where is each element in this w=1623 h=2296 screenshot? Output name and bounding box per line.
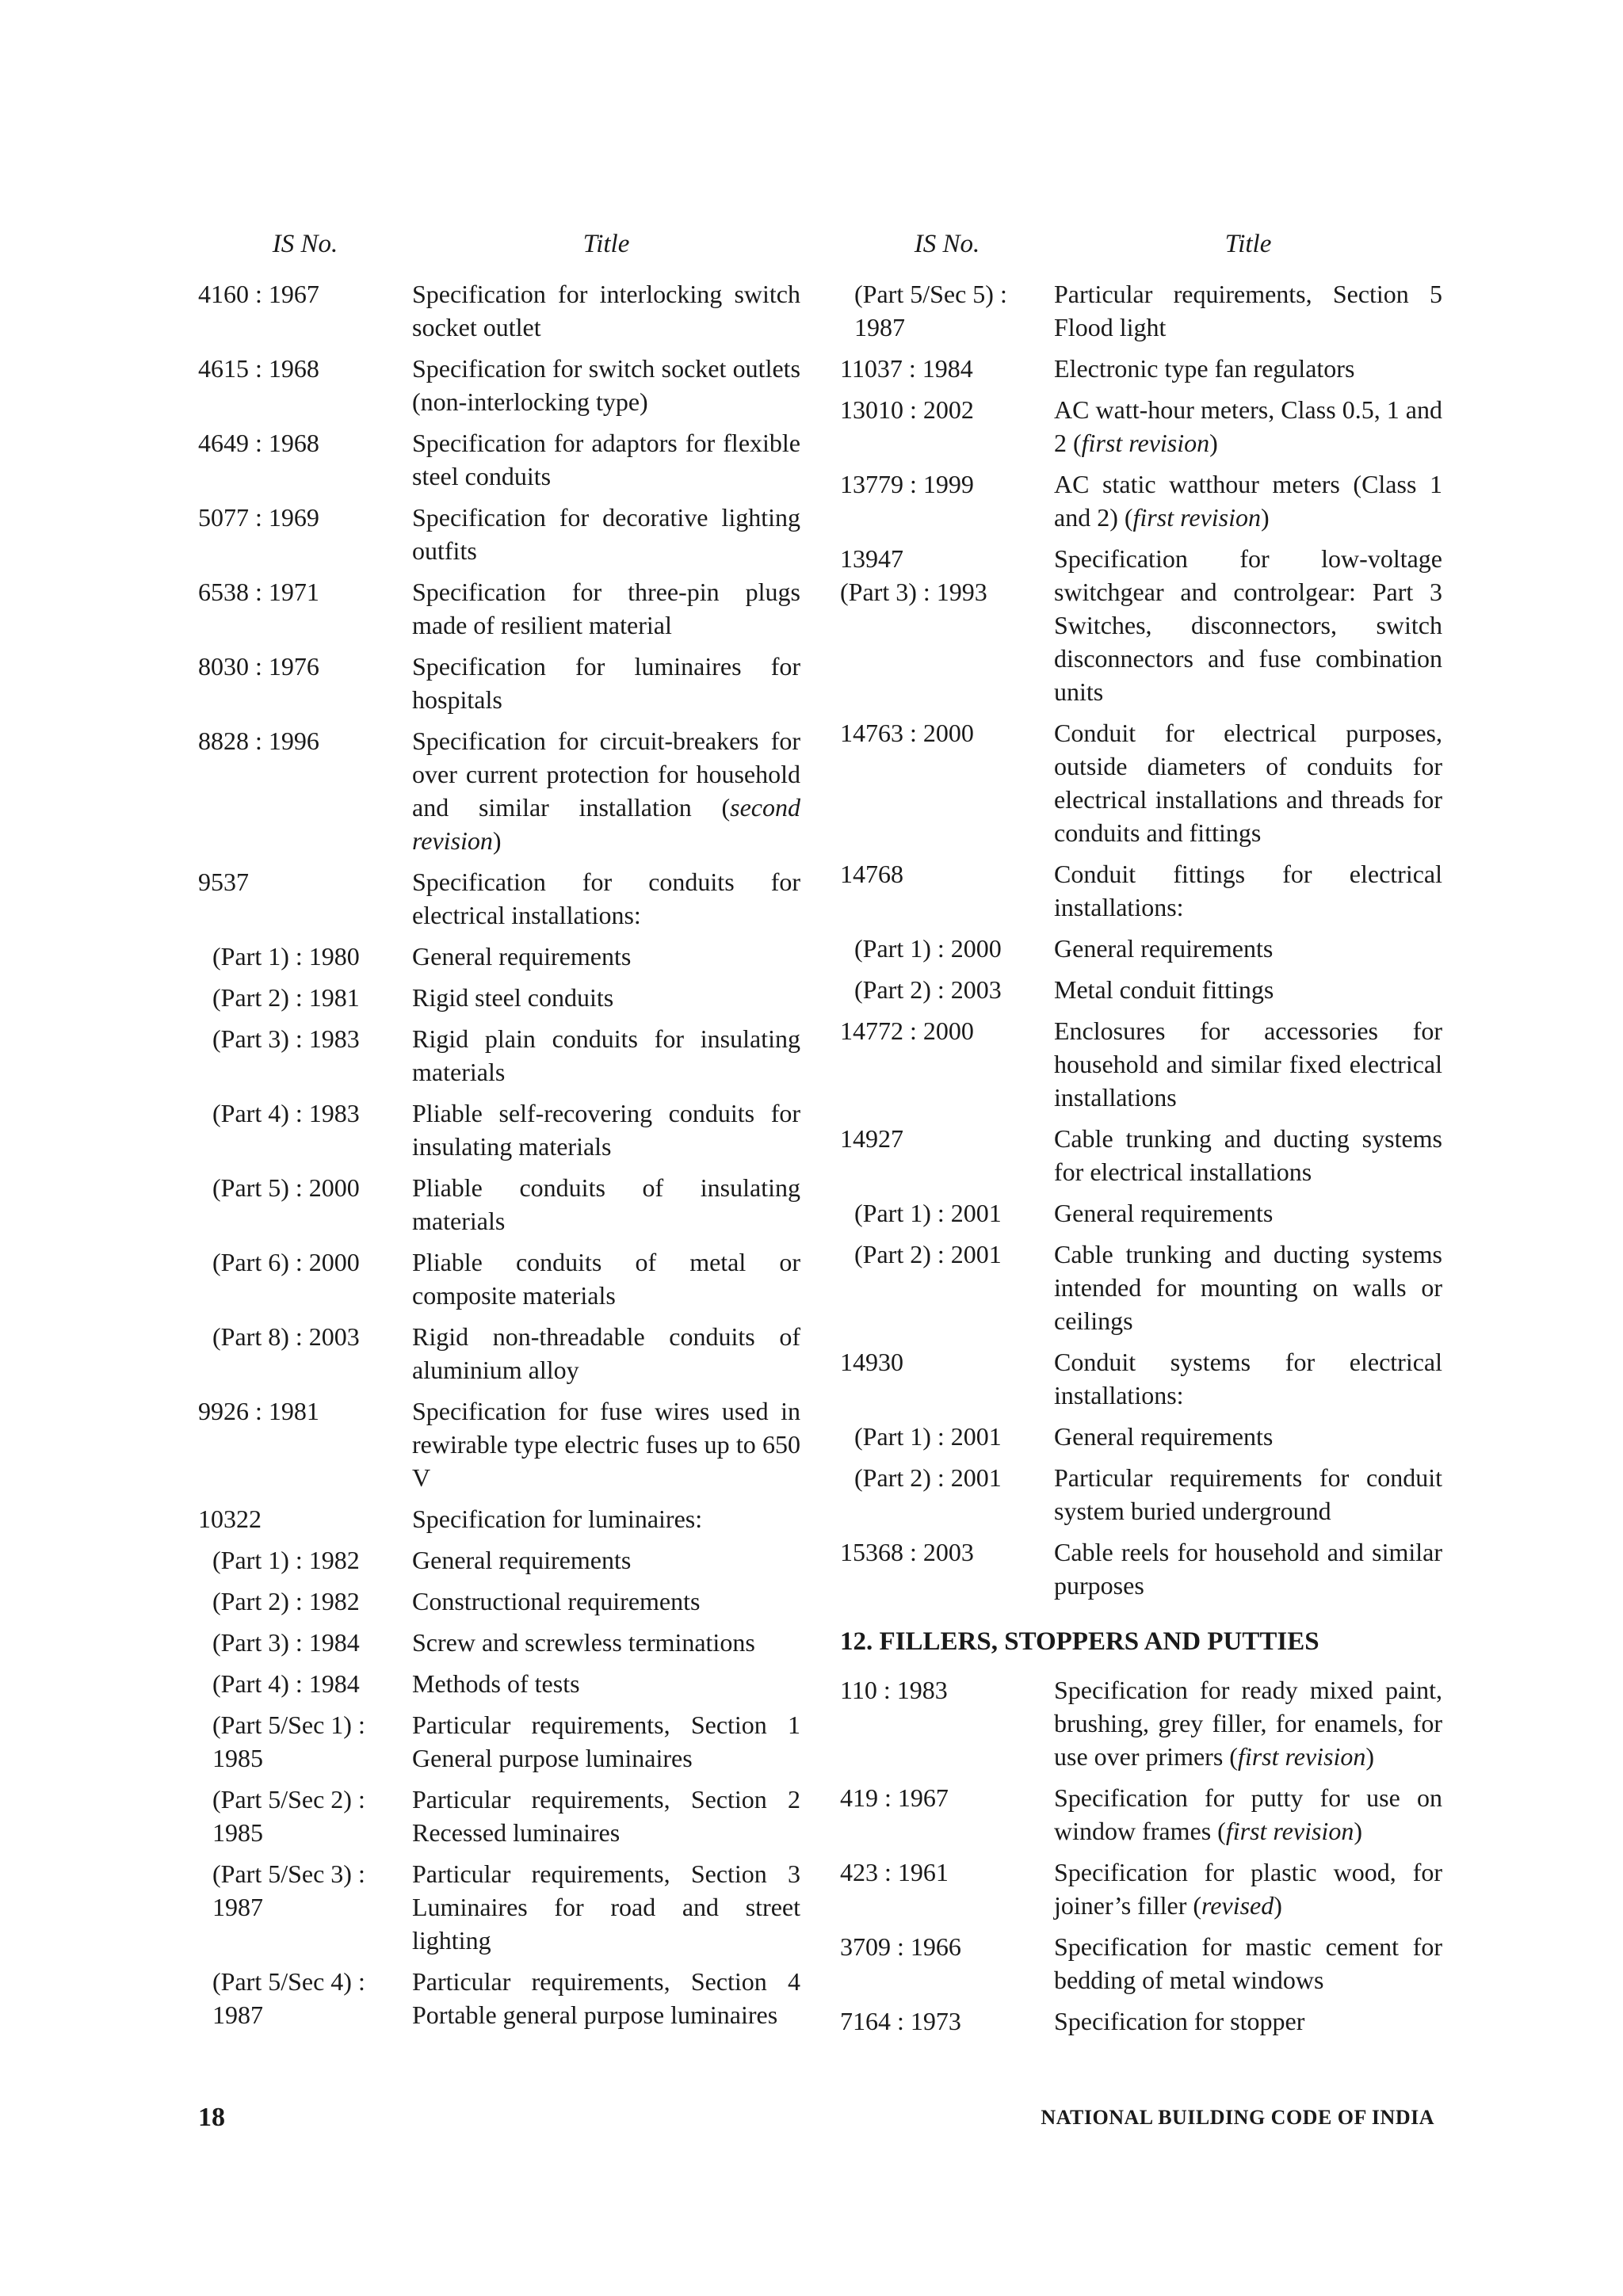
standard-title: [412, 1783, 800, 1849]
is-number: 4615 : 1968: [198, 354, 319, 383]
standard-title: [412, 352, 800, 418]
is-number: (Part 1) : 2000: [854, 934, 1002, 963]
standard-title: [1054, 1122, 1442, 1188]
is-number: (Part 5/Sec 5) : 1987: [854, 280, 1007, 341]
standard-title-text: Constructional requirements: [412, 1587, 701, 1615]
standard-title: Specification for circuit-breakers for over current protection for household and similar installation (second revision): [412, 727, 800, 855]
standard-title: [1054, 716, 1442, 849]
standard-row: [840, 1781, 1442, 1848]
is-number: 9926 : 1981: [198, 1397, 319, 1425]
standard-title-text: Particular requirements, Section 1 General purpose luminaires: [412, 1711, 800, 1772]
standard-row: [840, 1122, 1442, 1188]
standard-row: [198, 501, 800, 567]
standard-title: [1054, 1420, 1442, 1453]
standard-row: [198, 1022, 800, 1089]
standard-row: [198, 1502, 800, 1535]
page-number: 18: [198, 2103, 225, 2132]
is-number: (Part 3) : 1983: [212, 1024, 360, 1053]
standard-title: [1054, 857, 1442, 924]
standard-title-text: Enclosures for accessories for household and similar fixed electrical installations: [1054, 1016, 1442, 1112]
is-number: (Part 2) : 2001: [854, 1240, 1002, 1268]
standard-title: [412, 277, 800, 344]
standard-row: [198, 1320, 800, 1386]
standard-title: [412, 1667, 800, 1700]
is-number: 8030 : 1976: [198, 652, 319, 681]
standard-row: [198, 1585, 800, 1618]
standard-row: [198, 1626, 800, 1659]
standard-title-text: Specification for ready mixed paint, brushing, grey filler, for enamels, for use over primers: [1054, 1676, 1442, 1771]
standard-title-text: Specification for putty for use on window frames: [1054, 1783, 1442, 1845]
standard-title-text: Specification for interlocking switch socket outlet: [412, 280, 800, 341]
standard-row: [198, 1667, 800, 1700]
is-number: (Part 4) : 1984: [212, 1669, 360, 1698]
is-number: 14930: [840, 1348, 903, 1376]
title-header: Title: [1224, 230, 1272, 258]
standard-title-text: Specification for plastic wood, for joiner’s filler: [1054, 1858, 1442, 1920]
standard-title: [1054, 1014, 1442, 1114]
left-standards-list: [198, 277, 800, 2031]
standard-title-text: Conduit for electrical purposes, outside diameters of conduits for electrical installations and threads for conduits and fittings: [1054, 719, 1442, 847]
standard-row: [840, 1014, 1442, 1114]
standard-row: [198, 1543, 800, 1577]
revision-note: first revision: [1237, 1742, 1366, 1771]
standard-row: [198, 1097, 800, 1163]
is-number: 110 : 1983: [840, 1676, 948, 1704]
is-number: 419 : 1967: [840, 1783, 949, 1812]
standard-title-text: Rigid plain conduits for insulating materials: [412, 1024, 800, 1086]
standard-title-text: Specification for low-voltage switchgear and controlgear: Part 3 Switches, disconnectors, switch disconnectors and fuse combination units: [1054, 544, 1442, 706]
standard-title: [412, 650, 800, 716]
standard-title-text: Particular requirements, Section 5 Flood light: [1054, 280, 1442, 341]
standard-title: [1054, 1196, 1442, 1230]
is-number: 15368 : 2003: [840, 1538, 974, 1566]
standard-title: [1054, 277, 1442, 344]
standard-title: AC watt-hour meters, Class 0.5, 1 and 2 (first revision): [1054, 395, 1442, 457]
standard-title-text: Particular requirements, Section 3 Luminaires for road and street lighting: [412, 1859, 800, 1955]
is-number: (Part 2) : 2001: [854, 1463, 1002, 1492]
section-12-heading: 12. FILLERS, STOPPERS AND PUTTIES: [840, 1627, 1319, 1656]
standard-title-text: Cable trunking and ducting systems intended for mounting on walls or ceilings: [1054, 1240, 1442, 1335]
is-number: (Part 6) : 2000: [212, 1248, 360, 1276]
standard-title-text: Cable trunking and ducting systems for electrical installations: [1054, 1124, 1442, 1186]
is-number: (Part 1) : 1980: [212, 942, 360, 971]
standard-title: [412, 1585, 800, 1618]
is-number: (Part 3) : 1984: [212, 1628, 360, 1657]
standard-title: [1054, 932, 1442, 965]
standard-title: [412, 1502, 800, 1535]
is-number: (Part 2) : 1981: [212, 983, 360, 1012]
standard-row: [198, 575, 800, 642]
is-number: 14763 : 2000: [840, 719, 974, 747]
revision-note: first revision: [1132, 503, 1261, 532]
standard-row: [840, 277, 1442, 344]
standard-title: [1054, 542, 1442, 708]
standard-title-text: Rigid steel conduits: [412, 983, 614, 1012]
standard-title-text: Screw and screwless terminations: [412, 1628, 755, 1657]
standard-title-text: Specification for luminaires:: [412, 1505, 703, 1533]
standard-title-text: Specification for decorative lighting outfits: [412, 503, 800, 565]
standard-title-text: General requirements: [1054, 934, 1274, 963]
standard-row: [198, 981, 800, 1014]
standard-title-text: Particular requirements, Section 4 Portable general purpose luminaires: [412, 1967, 800, 2029]
standard-title-text: Conduit fittings for electrical installations:: [1054, 860, 1442, 921]
standard-row: [198, 650, 800, 716]
standard-title: [1054, 1461, 1442, 1527]
standard-title-text: Rigid non-threadable conduits of aluminium alloy: [412, 1322, 800, 1384]
is-number: (Part 1) : 2001: [854, 1199, 1002, 1227]
standard-row: [840, 2004, 1442, 2038]
revision-note: revised: [1201, 1891, 1274, 1920]
is-number: (Part 8) : 2003: [212, 1322, 360, 1351]
standard-title: [412, 501, 800, 567]
is-number: (Part 5/Sec 4) : 1987: [212, 1967, 365, 2029]
left-column-header: [198, 227, 800, 261]
is-number: 13947 (Part 3) : 1993: [840, 544, 987, 606]
standard-title: [1054, 352, 1442, 385]
is-number: 4160 : 1967: [198, 280, 319, 308]
standard-title: [412, 1394, 800, 1494]
is-number: 11037 : 1984: [840, 354, 973, 383]
standard-title: [1054, 973, 1442, 1006]
standard-title: [412, 575, 800, 642]
is-number: (Part 2) : 1982: [212, 1587, 360, 1615]
standard-title-text: Specification for switch socket outlets (non-interlocking type): [412, 354, 800, 416]
standard-row: [198, 1708, 800, 1775]
standard-title: Specification for ready mixed paint, brushing, grey filler, for enamels, for use over primers (first revision): [1054, 1676, 1442, 1771]
standard-title: [1054, 1930, 1442, 1997]
standard-title-text: Specification for fuse wires used in rewirable type electric fuses up to 650 V: [412, 1397, 800, 1492]
standard-title: [412, 1171, 800, 1238]
is-number: 4649 : 1968: [198, 429, 319, 457]
standard-title: [412, 1245, 800, 1312]
is-number: 13010 : 2002: [840, 395, 974, 424]
standard-title: [412, 981, 800, 1014]
standard-row: [840, 1461, 1442, 1527]
standard-title-text: General requirements: [1054, 1199, 1274, 1227]
standard-title-text: Specification for three-pin plugs made of resilient material: [412, 578, 800, 639]
standard-title-text: Specification for adaptors for flexible steel conduits: [412, 429, 800, 490]
is-no-header: IS No.: [914, 230, 980, 258]
standard-row: [840, 1345, 1442, 1412]
standard-row: [840, 1855, 1442, 1922]
revision-note: first revision: [1225, 1817, 1354, 1845]
standard-row: [198, 1783, 800, 1849]
right-standards-list: [840, 277, 1442, 1602]
standard-title: [412, 1857, 800, 1957]
standard-title: AC static watthour meters (Class 1 and 2) (first revision): [1054, 470, 1442, 532]
standard-title-text: Methods of tests: [412, 1669, 580, 1698]
is-number: 6538 : 1971: [198, 578, 319, 606]
standard-row: [840, 352, 1442, 385]
standard-title-text: Electronic type fan regulators: [1054, 354, 1355, 383]
standard-row: [840, 1238, 1442, 1337]
standard-row: [198, 865, 800, 932]
is-number: 14768: [840, 860, 903, 888]
is-number: (Part 5) : 2000: [212, 1173, 360, 1202]
standard-row: [840, 1930, 1442, 1997]
standard-row: [840, 857, 1442, 924]
standard-title-text: General requirements: [412, 1546, 632, 1574]
standard-row: [840, 393, 1442, 460]
standard-row: [840, 932, 1442, 965]
is-number: 7164 : 1973: [840, 2007, 961, 2035]
standard-row: [840, 1196, 1442, 1230]
left-column: [198, 227, 800, 2039]
is-number: 3709 : 1966: [840, 1932, 961, 1961]
is-number: (Part 1) : 2001: [854, 1422, 1002, 1451]
standard-title-text: Cable reels for household and similar purposes: [1054, 1538, 1442, 1600]
standard-title: [412, 1320, 800, 1386]
standard-title: Specification for putty for use on window frames (first revision): [1054, 1783, 1442, 1845]
is-no-header: IS No.: [272, 230, 338, 258]
is-number: 13779 : 1999: [840, 470, 974, 498]
standard-row: [840, 542, 1442, 708]
standard-title: [1054, 1238, 1442, 1337]
is-number: (Part 5/Sec 2) : 1985: [212, 1785, 365, 1847]
revision-note: second revision: [412, 793, 800, 855]
section-12-list: [840, 1673, 1442, 2038]
page-footer: [198, 2103, 1434, 2138]
standard-title-text: Specification for stopper: [1054, 2007, 1305, 2035]
is-number: 8828 : 1996: [198, 727, 319, 755]
standard-row: [198, 1394, 800, 1494]
standard-row: [198, 352, 800, 418]
is-number: (Part 2) : 2003: [854, 975, 1002, 1004]
standard-title-text: AC static watthour meters (Class 1 and 2): [1054, 470, 1442, 532]
is-number: 9537: [198, 868, 249, 896]
standard-title-text: Pliable conduits of insulating materials: [412, 1173, 800, 1235]
standard-title: [412, 1626, 800, 1659]
standard-row: [840, 1420, 1442, 1453]
is-number: 423 : 1961: [840, 1858, 949, 1886]
standard-title-text: Pliable self-recovering conduits for insulating materials: [412, 1099, 800, 1161]
standard-row: [198, 426, 800, 493]
standard-row: [840, 1535, 1442, 1602]
standard-title-text: AC watt-hour meters, Class 0.5, 1 and 2: [1054, 395, 1442, 457]
standard-title: [1054, 1535, 1442, 1602]
standard-row: [840, 716, 1442, 849]
standard-row: [198, 940, 800, 973]
is-number: 10322: [198, 1505, 262, 1533]
standard-title: [412, 940, 800, 973]
standard-title: [412, 1543, 800, 1577]
standard-title: [412, 1708, 800, 1775]
standard-title: [412, 1097, 800, 1163]
standard-row: [840, 973, 1442, 1006]
standard-title: [1054, 1345, 1442, 1412]
standard-title-text: General requirements: [412, 942, 632, 971]
standard-title: [1054, 2004, 1442, 2038]
book-title: NATIONAL BUILDING CODE OF INDIA: [1041, 2106, 1434, 2129]
standard-title-text: Metal conduit fittings: [1054, 975, 1274, 1004]
is-number: 14927: [840, 1124, 903, 1153]
revision-note: first revision: [1081, 429, 1210, 457]
is-number: 5077 : 1969: [198, 503, 319, 532]
is-number: 14772 : 2000: [840, 1016, 974, 1045]
standard-title: [412, 1965, 800, 2031]
standard-title-text: Particular requirements for conduit system buried underground: [1054, 1463, 1442, 1525]
standard-row: [198, 1965, 800, 2031]
standard-title-text: Conduit systems for electrical installations:: [1054, 1348, 1442, 1409]
title-header: Title: [582, 230, 630, 258]
is-number: (Part 5/Sec 1) : 1985: [212, 1711, 365, 1772]
standard-title-text: General requirements: [1054, 1422, 1274, 1451]
standard-title: Specification for plastic wood, for joiner’s filler (revised): [1054, 1858, 1442, 1920]
standard-row: [198, 1245, 800, 1312]
is-number: (Part 5/Sec 3) : 1987: [212, 1859, 365, 1921]
standard-title-text: Pliable conduits of metal or composite materials: [412, 1248, 800, 1310]
standard-title-text: Specification for luminaires for hospitals: [412, 652, 800, 714]
standard-row: [198, 724, 800, 857]
is-number: (Part 1) : 1982: [212, 1546, 360, 1574]
standard-row: [840, 1673, 1442, 1773]
standard-title: [412, 1022, 800, 1089]
standard-title-text: Specification for circuit-breakers for over current protection for household and similar installation: [412, 727, 800, 822]
standard-title: [412, 426, 800, 493]
standard-title-text: Particular requirements, Section 2 Recessed luminaires: [412, 1785, 800, 1847]
standard-row: [198, 1171, 800, 1238]
standard-row: [198, 277, 800, 344]
right-column: [840, 227, 1442, 2046]
right-column-header: [840, 227, 1442, 261]
standard-title-text: Specification for mastic cement for bedding of metal windows: [1054, 1932, 1442, 1994]
standard-row: [198, 1857, 800, 1957]
standard-title-text: Specification for conduits for electrical installations:: [412, 868, 800, 929]
is-number: (Part 4) : 1983: [212, 1099, 360, 1127]
standard-title: [412, 865, 800, 932]
standard-row: [840, 467, 1442, 534]
